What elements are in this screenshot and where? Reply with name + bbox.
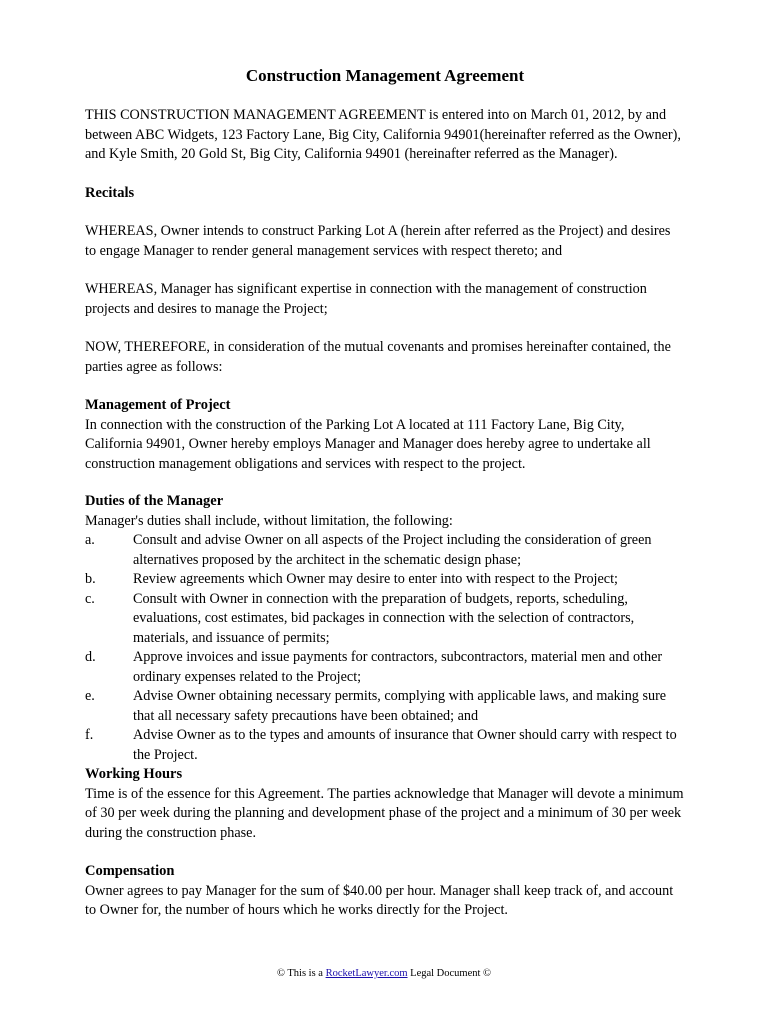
footer-prefix: © This is a xyxy=(276,968,326,979)
duty-text: Advise Owner as to the types and amounts of insurance that Owner should carry with respect to the Project. xyxy=(133,727,677,763)
footer-suffix: Legal Document © xyxy=(407,968,492,979)
recitals-heading: Recitals xyxy=(85,184,135,201)
footer-notice xyxy=(0,967,768,981)
recital-paragraph-2: WHEREAS, Manager has significant expertise in connection with the management of construction projects and desires to manage the Project; xyxy=(85,281,647,317)
duty-text: Approve invoices and issue payments for contractors, subcontractors, material men and other ordinary expenses related to the Project; xyxy=(133,649,663,685)
duty-text: Consult with Owner in connection with the preparation of budgets, reports, scheduling, evaluations, cost estimates, bid packages in connection with the selection of contractors, materials, and issuance of permits; xyxy=(133,590,635,646)
working-hours-heading: Working Hours xyxy=(85,766,183,782)
duty-item-f xyxy=(85,726,685,765)
recital-paragraph-1: WHEREAS, Owner intends to construct Parking Lot A (herein after referred as the Project) and desires to engage Manager to render general management services with respect thereto; and xyxy=(85,223,671,259)
duty-marker: f. xyxy=(85,727,94,743)
duties-intro: Manager's duties shall include, without limitation, the following: xyxy=(85,512,453,529)
duty-marker: b. xyxy=(85,571,96,587)
management-heading: Management of Project xyxy=(85,397,231,413)
duties-heading: Duties of the Manager xyxy=(85,493,224,509)
duty-marker: d. xyxy=(85,649,96,665)
duty-text: Consult and advise Owner on all aspects of the Project including the consideration of green alternatives proposed by the architect in the schematic design phase; xyxy=(133,532,652,568)
duties-list xyxy=(85,531,685,765)
document-body xyxy=(85,66,685,921)
document-title: Construction Management Agreement xyxy=(245,66,525,85)
duty-text: Advise Owner obtaining necessary permits, complying with applicable laws, and making sure that all necessary safety precautions have been obtained; and xyxy=(133,688,667,724)
management-paragraph: In connection with the construction of the Parking Lot A located at 111 Factory Lane, Big City, California 94901, Owner hereby employs Manager and Manager does hereby agree to undertake all construction management obligations and services with respect to the project. xyxy=(85,416,651,472)
duty-marker: a. xyxy=(85,532,95,548)
duty-item-a xyxy=(85,531,685,570)
duty-item-c xyxy=(85,590,685,649)
compensation-paragraph: Owner agrees to pay Manager for the sum of $40.00 per hour. Manager shall keep track of, and account to Owner for, the number of hours which he works directly for the Project. xyxy=(85,882,674,918)
duty-item-d xyxy=(85,648,685,687)
duty-text: Review agreements which Owner may desire to enter into with respect to the Project; xyxy=(133,571,618,587)
duty-marker: e. xyxy=(85,688,95,704)
rocketlawyer-link[interactable]: RocketLawyer.com xyxy=(325,968,408,979)
duty-item-b xyxy=(85,570,685,590)
compensation-heading: Compensation xyxy=(85,863,175,879)
recital-paragraph-3: NOW, THEREFORE, in consideration of the mutual covenants and promises hereinafter contained, the parties agree as follows: xyxy=(85,339,671,375)
intro-paragraph: THIS CONSTRUCTION MANAGEMENT AGREEMENT is entered into on March 01, 2012, by and between ABC Widgets, 123 Factory Lane, Big City, California 94901(hereinafter referred as the Owner), and Kyle Smith, 20 Gold St, Big City, California 94901 (hereinafter referred as the Manager). xyxy=(85,107,681,162)
duty-marker: c. xyxy=(85,590,95,607)
working-hours-paragraph: Time is of the essence for this Agreement. The parties acknowledge that Manager will devote a minimum of 30 per week during the planning and development phase of the project and a minimum of 30 per week during the construction phase. xyxy=(85,785,684,841)
duty-item-e xyxy=(85,687,685,726)
